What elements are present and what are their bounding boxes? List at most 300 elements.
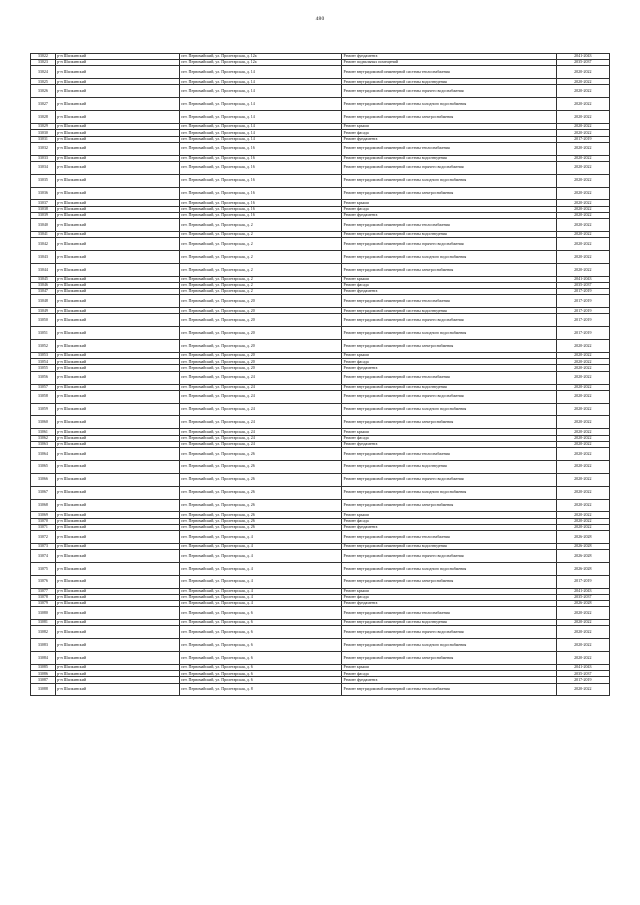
work-type-cell: Ремонт внутридомовой инженерной системы теплоснабжения [342, 447, 557, 460]
table-row [31, 486, 610, 499]
address-cell: пгт. Первомайский, ул. Пролетарская, д. 4 [179, 601, 341, 607]
district-cell: р-н Шилкинский [55, 639, 179, 652]
period-cell: 2020-2022 [556, 384, 609, 390]
table-row [31, 250, 610, 263]
district-cell: р-н Шилкинский [55, 384, 179, 390]
period-cell: 2020-2022 [556, 416, 609, 429]
district-cell: р-н Шилкинский [55, 601, 179, 607]
period-cell: 2020-2022 [556, 174, 609, 187]
district-cell: р-н Шилкинский [55, 512, 179, 518]
record-number-cell: 33035 [31, 174, 56, 187]
address-cell: пгт. Первомайский, ул. Пролетарская, д. 20 [179, 295, 341, 308]
address-cell: пгт. Первомайский, ул. Пролетарская, д. 24 [179, 441, 341, 447]
period-cell: 2020-2022 [556, 524, 609, 530]
work-type-cell: Ремонт крыши [342, 200, 557, 206]
record-number-cell: 33053 [31, 353, 56, 359]
record-number-cell: 33062 [31, 435, 56, 441]
address-cell: пгт. Первомайский, ул. Пролетарская, д. 26 [179, 447, 341, 460]
work-type-cell: Ремонт фасада [342, 130, 557, 136]
address-cell: пгт. Первомайский, ул. Пролетарская, д. 6 [179, 665, 341, 671]
record-number-cell: 33075 [31, 562, 56, 575]
table-row [31, 85, 610, 98]
district-cell: р-н Шилкинский [55, 187, 179, 200]
table-row [31, 161, 610, 174]
record-number-cell: 33079 [31, 601, 56, 607]
district-cell: р-н Шилкинский [55, 620, 179, 626]
period-cell: 2020-2022 [556, 473, 609, 486]
table-row [31, 550, 610, 563]
period-cell: 2020-2022 [556, 652, 609, 665]
district-cell: р-н Шилкинский [55, 562, 179, 575]
address-cell: пгт. Первомайский, ул. Пролетарская, д. 20 [179, 359, 341, 365]
table-row [31, 295, 610, 308]
record-number-cell: 33081 [31, 620, 56, 626]
table-row [31, 473, 610, 486]
period-cell: 2026-2028 [556, 550, 609, 563]
table-row [31, 575, 610, 588]
record-number-cell: 33051 [31, 327, 56, 340]
address-cell: пгт. Первомайский, ул. Пролетарская, д. 16 [179, 212, 341, 218]
work-type-cell: Ремонт крыши [342, 588, 557, 594]
district-cell: р-н Шилкинский [55, 276, 179, 282]
address-cell: пгт. Первомайский, ул. Пролетарская, д. 16 [179, 206, 341, 212]
address-cell: пгт. Первомайский, ул. Пролетарская, д. 24 [179, 403, 341, 416]
district-cell: р-н Шилкинский [55, 416, 179, 429]
work-type-cell: Ремонт крыши [342, 665, 557, 671]
record-number-cell: 33067 [31, 486, 56, 499]
record-number-cell: 33061 [31, 429, 56, 435]
period-cell: 2017-2019 [556, 575, 609, 588]
table-row [31, 683, 610, 696]
district-cell: р-н Шилкинский [55, 652, 179, 665]
period-cell: 2020-2022 [556, 219, 609, 232]
work-type-cell: Ремонт внутридомовой инженерной системы горячего водоснабжения [342, 85, 557, 98]
work-type-cell: Ремонт внутридомовой инженерной системы теплоснабжения [342, 142, 557, 155]
table-row [31, 390, 610, 403]
address-cell: пгт. Первомайский, ул. Пролетарская, д. 2 [179, 231, 341, 237]
address-cell: пгт. Первомайский, ул. Пролетарская, д. 20 [179, 327, 341, 340]
table-body [31, 54, 610, 696]
work-type-cell: Ремонт внутридомовой инженерной системы теплоснабжения [342, 607, 557, 620]
district-cell: р-н Шилкинский [55, 155, 179, 161]
period-cell: 2020-2022 [556, 130, 609, 136]
table-row [31, 327, 610, 340]
work-type-cell: Ремонт фундамента [342, 365, 557, 371]
district-cell: р-н Шилкинский [55, 79, 179, 85]
district-cell: р-н Шилкинский [55, 111, 179, 124]
period-cell: 2020-2022 [556, 263, 609, 276]
address-cell: пгт. Первомайский, ул. Пролетарская, д. 4 [179, 530, 341, 543]
work-type-cell: Ремонт внутридомовой инженерной системы теплоснабжения [342, 530, 557, 543]
period-cell: 2020-2022 [556, 250, 609, 263]
district-cell: р-н Шилкинский [55, 161, 179, 174]
address-cell: пгт. Первомайский, ул. Пролетарская, д. 6 [179, 677, 341, 683]
record-number-cell: 33037 [31, 200, 56, 206]
district-cell: р-н Шилкинский [55, 677, 179, 683]
district-cell: р-н Шилкинский [55, 530, 179, 543]
district-cell: р-н Шилкинский [55, 238, 179, 251]
record-number-cell: 33060 [31, 416, 56, 429]
table-row [31, 98, 610, 111]
address-cell: пгт. Первомайский, ул. Пролетарская, д. 8 [179, 683, 341, 696]
record-number-cell: 33043 [31, 250, 56, 263]
address-cell: пгт. Первомайский, ул. Пролетарская, д. 20 [179, 314, 341, 327]
address-cell: пгт. Первомайский, ул. Пролетарская, д. 26 [179, 512, 341, 518]
record-number-cell: 33036 [31, 187, 56, 200]
work-type-cell: Ремонт фундамента [342, 441, 557, 447]
address-cell: пгт. Первомайский, ул. Пролетарская, д. 14 [179, 79, 341, 85]
record-number-cell: 33083 [31, 639, 56, 652]
period-cell: 2020-2022 [556, 79, 609, 85]
district-cell: р-н Шилкинский [55, 626, 179, 639]
district-cell: р-н Шилкинский [55, 124, 179, 130]
work-type-cell: Ремонт внутридомовой инженерной системы холодного водоснабжения [342, 562, 557, 575]
address-cell: пгт. Первомайский, ул. Пролетарская, д. 14 [179, 85, 341, 98]
record-number-cell: 33080 [31, 607, 56, 620]
address-cell: пгт. Первомайский, ул. Пролетарская, д. 12а [179, 54, 341, 60]
work-type-cell: Ремонт внутридомовой инженерной системы холодного водоснабжения [342, 403, 557, 416]
period-cell: 2020-2022 [556, 340, 609, 353]
work-type-cell: Ремонт фундамента [342, 54, 557, 60]
district-cell: р-н Шилкинский [55, 263, 179, 276]
district-cell: р-н Шилкинский [55, 550, 179, 563]
district-cell: р-н Шилкинский [55, 499, 179, 512]
work-type-cell: Ремонт внутридомовой инженерной системы холодного водоснабжения [342, 174, 557, 187]
district-cell: р-н Шилкинский [55, 206, 179, 212]
district-cell: р-н Шилкинский [55, 588, 179, 594]
district-cell: р-н Шилкинский [55, 54, 179, 60]
record-number-cell: 33049 [31, 308, 56, 314]
period-cell: 2020-2022 [556, 359, 609, 365]
address-cell: пгт. Первомайский, ул. Пролетарская, д. 14 [179, 136, 341, 142]
record-number-cell: 33056 [31, 371, 56, 384]
record-number-cell: 33026 [31, 85, 56, 98]
period-cell: 2020-2022 [556, 98, 609, 111]
work-type-cell: Ремонт внутридомовой инженерной системы горячего водоснабжения [342, 314, 557, 327]
district-cell: р-н Шилкинский [55, 295, 179, 308]
record-number-cell: 33048 [31, 295, 56, 308]
district-cell: р-н Шилкинский [55, 594, 179, 600]
record-number-cell: 33025 [31, 79, 56, 85]
record-number-cell: 33069 [31, 512, 56, 518]
period-cell: 2041-2043 [556, 665, 609, 671]
period-cell: 2035-2037 [556, 60, 609, 66]
district-cell: р-н Шилкинский [55, 289, 179, 295]
district-cell: р-н Шилкинский [55, 60, 179, 66]
address-cell: пгт. Первомайский, ул. Пролетарская, д. 2 [179, 289, 341, 295]
period-cell: 2020-2022 [556, 200, 609, 206]
work-type-cell: Ремонт внутридомовой инженерной системы электроснабжения [342, 187, 557, 200]
table-row [31, 66, 610, 79]
period-cell: 2020-2022 [556, 683, 609, 696]
district-cell: р-н Шилкинский [55, 250, 179, 263]
address-cell: пгт. Первомайский, ул. Пролетарская, д. 24 [179, 390, 341, 403]
record-number-cell: 33072 [31, 530, 56, 543]
address-cell: пгт. Первомайский, ул. Пролетарская, д. 14 [179, 111, 341, 124]
district-cell: р-н Шилкинский [55, 327, 179, 340]
period-cell: 2026-2028 [556, 543, 609, 549]
address-cell: пгт. Первомайский, ул. Пролетарская, д. 14 [179, 124, 341, 130]
record-number-cell: 33050 [31, 314, 56, 327]
period-cell: 2020-2022 [556, 620, 609, 626]
work-type-cell: Ремонт внутридомовой инженерной системы водоотведения [342, 308, 557, 314]
work-type-cell: Ремонт фундамента [342, 677, 557, 683]
address-cell: пгт. Первомайский, ул. Пролетарская, д. 24 [179, 429, 341, 435]
address-cell: пгт. Первомайский, ул. Пролетарская, д. 2 [179, 250, 341, 263]
table-row [31, 460, 610, 473]
address-cell: пгт. Первомайский, ул. Пролетарская, д. 4 [179, 550, 341, 563]
work-type-cell: Ремонт крыши [342, 124, 557, 130]
work-type-cell: Ремонт внутридомовой инженерной системы горячего водоснабжения [342, 238, 557, 251]
district-cell: р-н Шилкинский [55, 665, 179, 671]
work-type-cell: Ремонт крыши [342, 276, 557, 282]
record-number-cell: 33024 [31, 66, 56, 79]
district-cell: р-н Шилкинский [55, 403, 179, 416]
address-cell: пгт. Первомайский, ул. Пролетарская, д. 24 [179, 371, 341, 384]
work-type-cell: Ремонт внутридомовой инженерной системы горячего водоснабжения [342, 550, 557, 563]
table-row [31, 562, 610, 575]
record-number-cell: 33084 [31, 652, 56, 665]
period-cell: 2020-2022 [556, 390, 609, 403]
record-number-cell: 33059 [31, 403, 56, 416]
period-cell: 2017-2019 [556, 289, 609, 295]
period-cell: 2020-2022 [556, 206, 609, 212]
address-cell: пгт. Первомайский, ул. Пролетарская, д. 16 [179, 142, 341, 155]
address-cell: пгт. Первомайский, ул. Пролетарская, д. 16 [179, 187, 341, 200]
work-type-cell: Ремонт фасада [342, 594, 557, 600]
address-cell: пгт. Первомайский, ул. Пролетарская, д. 26 [179, 473, 341, 486]
address-cell: пгт. Первомайский, ул. Пролетарская, д. 20 [179, 308, 341, 314]
period-cell: 2041-2043 [556, 54, 609, 60]
period-cell: 2035-2037 [556, 594, 609, 600]
address-cell: пгт. Первомайский, ул. Пролетарская, д. 4 [179, 588, 341, 594]
address-cell: пгт. Первомайский, ул. Пролетарская, д. 6 [179, 671, 341, 677]
work-type-cell: Ремонт фасада [342, 671, 557, 677]
work-type-cell: Ремонт фундамента [342, 212, 557, 218]
table-row [31, 238, 610, 251]
period-cell: 2020-2022 [556, 85, 609, 98]
period-cell: 2020-2022 [556, 238, 609, 251]
period-cell: 2017-2019 [556, 136, 609, 142]
district-cell: р-н Шилкинский [55, 308, 179, 314]
table-row [31, 499, 610, 512]
record-number-cell: 33030 [31, 130, 56, 136]
record-number-cell: 33057 [31, 384, 56, 390]
period-cell: 2020-2022 [556, 441, 609, 447]
district-cell: р-н Шилкинский [55, 683, 179, 696]
record-number-cell: 33054 [31, 359, 56, 365]
work-type-cell: Ремонт внутридомовой инженерной системы водоотведения [342, 384, 557, 390]
period-cell: 2020-2022 [556, 155, 609, 161]
work-type-cell: Ремонт внутридомовой инженерной системы холодного водоснабжения [342, 327, 557, 340]
record-number-cell: 33052 [31, 340, 56, 353]
work-type-cell: Ремонт фасада [342, 206, 557, 212]
address-cell: пгт. Первомайский, ул. Пролетарская, д. 16 [179, 155, 341, 161]
district-cell: р-н Шилкинский [55, 524, 179, 530]
address-cell: пгт. Первомайский, ул. Пролетарская, д. 24 [179, 416, 341, 429]
table-row [31, 142, 610, 155]
record-number-cell: 33077 [31, 588, 56, 594]
address-cell: пгт. Первомайский, ул. Пролетарская, д. 4 [179, 562, 341, 575]
record-number-cell: 33063 [31, 441, 56, 447]
work-type-cell: Ремонт фасада [342, 518, 557, 524]
address-cell: пгт. Первомайский, ул. Пролетарская, д. 2 [179, 263, 341, 276]
record-number-cell: 33078 [31, 594, 56, 600]
period-cell: 2020-2022 [556, 460, 609, 473]
work-type-cell: Ремонт внутридомовой инженерной системы холодного водоснабжения [342, 486, 557, 499]
record-number-cell: 33034 [31, 161, 56, 174]
district-cell: р-н Шилкинский [55, 66, 179, 79]
work-type-cell: Ремонт внутридомовой инженерной системы горячего водоснабжения [342, 473, 557, 486]
table-row [31, 639, 610, 652]
record-number-cell: 33073 [31, 543, 56, 549]
record-number-cell: 33038 [31, 206, 56, 212]
district-cell: р-н Шилкинский [55, 353, 179, 359]
address-cell: пгт. Первомайский, ул. Пролетарская, д. 20 [179, 353, 341, 359]
record-number-cell: 33058 [31, 390, 56, 403]
period-cell: 2026-2028 [556, 601, 609, 607]
period-cell: 2041-2043 [556, 276, 609, 282]
work-type-cell: Ремонт внутридомовой инженерной системы водоотведения [342, 231, 557, 237]
work-type-cell: Ремонт крыши [342, 512, 557, 518]
record-number-cell: 33087 [31, 677, 56, 683]
work-type-cell: Ремонт крыши [342, 353, 557, 359]
address-cell: пгт. Первомайский, ул. Пролетарская, д. 26 [179, 460, 341, 473]
district-cell: р-н Шилкинский [55, 174, 179, 187]
address-cell: пгт. Первомайский, ул. Пролетарская, д. 4 [179, 543, 341, 549]
period-cell: 2020-2022 [556, 607, 609, 620]
table-row [31, 447, 610, 460]
work-type-cell: Ремонт внутридомовой инженерной системы теплоснабжения [342, 295, 557, 308]
work-type-cell: Ремонт фасада [342, 282, 557, 288]
work-type-cell: Ремонт подвальных помещений [342, 60, 557, 66]
period-cell: 2020-2022 [556, 435, 609, 441]
work-type-cell: Ремонт внутридомовой инженерной системы электроснабжения [342, 416, 557, 429]
work-type-cell: Ремонт внутридомовой инженерной системы электроснабжения [342, 340, 557, 353]
record-number-cell: 33086 [31, 671, 56, 677]
record-number-cell: 33028 [31, 111, 56, 124]
district-cell: р-н Шилкинский [55, 441, 179, 447]
district-cell: р-н Шилкинский [55, 98, 179, 111]
period-cell: 2020-2022 [556, 187, 609, 200]
address-cell: пгт. Первомайский, ул. Пролетарская, д. 6 [179, 626, 341, 639]
district-cell: р-н Шилкинский [55, 212, 179, 218]
address-cell: пгт. Первомайский, ул. Пролетарская, д. 6 [179, 639, 341, 652]
work-type-cell: Ремонт внутридомовой инженерной системы водоотведения [342, 620, 557, 626]
work-type-cell: Ремонт фундамента [342, 136, 557, 142]
work-type-cell: Ремонт внутридомовой инженерной системы электроснабжения [342, 575, 557, 588]
address-cell: пгт. Первомайский, ул. Пролетарская, д. 24 [179, 384, 341, 390]
table-row [31, 416, 610, 429]
table-row [31, 403, 610, 416]
district-cell: р-н Шилкинский [55, 429, 179, 435]
table-row [31, 111, 610, 124]
period-cell: 2020-2022 [556, 447, 609, 460]
record-number-cell: 33068 [31, 499, 56, 512]
table-row [31, 371, 610, 384]
address-cell: пгт. Первомайский, ул. Пролетарская, д. 26 [179, 524, 341, 530]
period-cell: 2020-2022 [556, 371, 609, 384]
period-cell: 2017-2019 [556, 308, 609, 314]
district-cell: р-н Шилкинский [55, 390, 179, 403]
table-row [31, 314, 610, 327]
address-cell: пгт. Первомайский, ул. Пролетарская, д. 26 [179, 499, 341, 512]
period-cell: 2020-2022 [556, 161, 609, 174]
address-cell: пгт. Первомайский, ул. Пролетарская, д. 26 [179, 486, 341, 499]
table-row [31, 263, 610, 276]
address-cell: пгт. Первомайский, ул. Пролетарская, д. 14 [179, 66, 341, 79]
record-number-cell: 33070 [31, 518, 56, 524]
period-cell: 2020-2022 [556, 626, 609, 639]
district-cell: р-н Шилкинский [55, 219, 179, 232]
work-type-cell: Ремонт фундамента [342, 524, 557, 530]
district-cell: р-н Шилкинский [55, 607, 179, 620]
work-type-cell: Ремонт внутридомовой инженерной системы водоотведения [342, 543, 557, 549]
district-cell: р-н Шилкинский [55, 231, 179, 237]
period-cell: 2020-2022 [556, 486, 609, 499]
address-cell: пгт. Первомайский, ул. Пролетарская, д. 16 [179, 174, 341, 187]
period-cell: 2020-2022 [556, 639, 609, 652]
record-number-cell: 33022 [31, 54, 56, 60]
record-number-cell: 33032 [31, 142, 56, 155]
record-number-cell: 33047 [31, 289, 56, 295]
district-cell: р-н Шилкинский [55, 314, 179, 327]
table-row [31, 626, 610, 639]
district-cell: р-н Шилкинский [55, 359, 179, 365]
address-cell: пгт. Первомайский, ул. Пролетарская, д. 12а [179, 60, 341, 66]
record-number-cell: 33029 [31, 124, 56, 130]
address-cell: пгт. Первомайский, ул. Пролетарская, д. 2 [179, 282, 341, 288]
address-cell: пгт. Первомайский, ул. Пролетарская, д. 6 [179, 607, 341, 620]
work-type-cell: Ремонт внутридомовой инженерной системы электроснабжения [342, 652, 557, 665]
district-cell: р-н Шилкинский [55, 365, 179, 371]
period-cell: 2020-2022 [556, 111, 609, 124]
period-cell: 2020-2022 [556, 403, 609, 416]
period-cell: 2020-2022 [556, 212, 609, 218]
page-number: 480 [315, 16, 325, 22]
record-number-cell: 33082 [31, 626, 56, 639]
record-number-cell: 33074 [31, 550, 56, 563]
period-cell: 2020-2022 [556, 499, 609, 512]
work-type-cell: Ремонт внутридомовой инженерной системы теплоснабжения [342, 219, 557, 232]
work-type-cell: Ремонт внутридомовой инженерной системы горячего водоснабжения [342, 390, 557, 403]
table-row [31, 219, 610, 232]
period-cell: 2020-2022 [556, 429, 609, 435]
district-cell: р-н Шилкинский [55, 671, 179, 677]
work-type-cell: Ремонт фасада [342, 359, 557, 365]
district-cell: р-н Шилкинский [55, 435, 179, 441]
work-type-cell: Ремонт фундамента [342, 601, 557, 607]
work-type-cell: Ремонт внутридомовой инженерной системы холодного водоснабжения [342, 639, 557, 652]
work-type-cell: Ремонт внутридомовой инженерной системы теплоснабжения [342, 371, 557, 384]
district-cell: р-н Шилкинский [55, 460, 179, 473]
work-type-cell: Ремонт фасада [342, 435, 557, 441]
period-cell: 2026-2028 [556, 562, 609, 575]
period-cell: 2020-2022 [556, 231, 609, 237]
work-type-cell: Ремонт фундамента [342, 289, 557, 295]
period-cell: 2020-2022 [556, 142, 609, 155]
address-cell: пгт. Первомайский, ул. Пролетарская, д. 14 [179, 98, 341, 111]
address-cell: пгт. Первомайский, ул. Пролетарская, д. 4 [179, 594, 341, 600]
record-number-cell: 33066 [31, 473, 56, 486]
address-cell: пгт. Первомайский, ул. Пролетарская, д. 20 [179, 340, 341, 353]
address-cell: пгт. Первомайский, ул. Пролетарская, д. 6 [179, 620, 341, 626]
record-number-cell: 33033 [31, 155, 56, 161]
district-cell: р-н Шилкинский [55, 142, 179, 155]
period-cell: 2017-2019 [556, 327, 609, 340]
record-number-cell: 33031 [31, 136, 56, 142]
period-cell: 2017-2019 [556, 677, 609, 683]
